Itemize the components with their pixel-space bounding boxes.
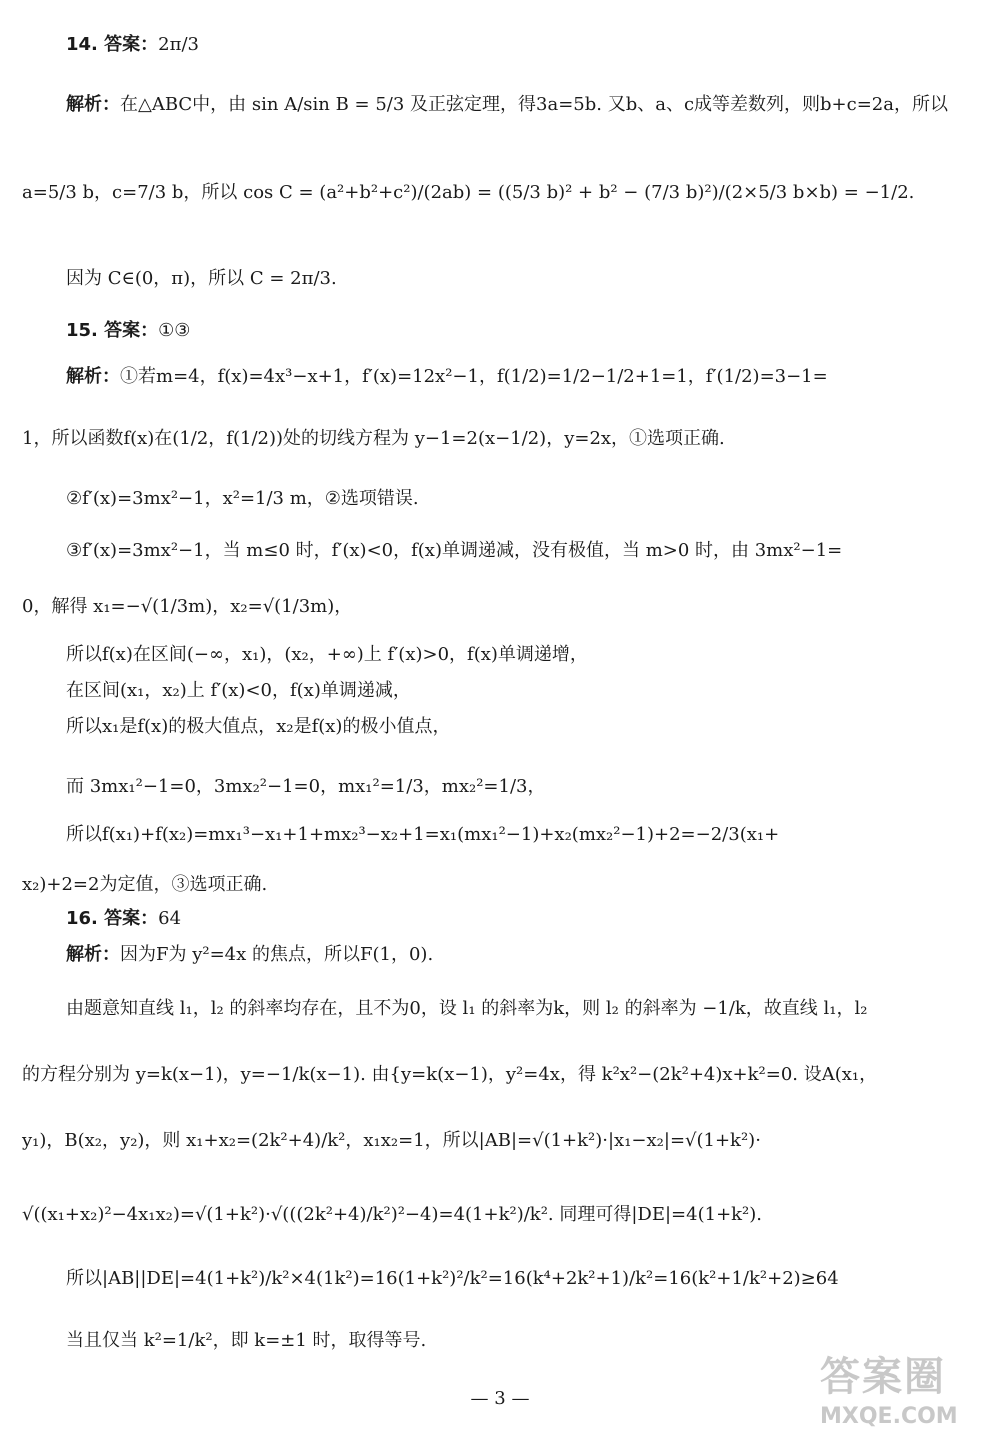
q16-sol-1 xyxy=(0,942,1000,968)
q15-sol-8-text: 所以x₁是f(x)的极大值点，x₂是f(x)的极小值点， xyxy=(66,716,451,737)
q15-sol-10 xyxy=(0,822,1000,848)
q16-sol-1-text: 因为F为 y²=4x 的焦点，所以F(1，0). xyxy=(120,944,434,965)
q15-sol-2 xyxy=(0,426,1000,452)
q16-sol-2-text: 由题意知直线 l₁，l₂ 的斜率均存在，且不为0，设 l₁ 的斜率为k，则 l₂ 的斜率为 −1/k，故直线 l₁，l₂ xyxy=(66,998,868,1019)
q15-sol-11 xyxy=(0,872,1000,898)
q14-sol-2 xyxy=(0,180,1000,206)
q15-sol-2-text: 1，所以函数f(x)在(1/2，f(1/2))处的切线方程为 y−1=2(x−1/2)，y=2x，①选项正确. xyxy=(22,428,725,449)
q15-sol-4-text: ③f′(x)=3mx²−1，当 m≤0 时，f′(x)<0，f(x)单调递减，没有极值，当 m>0 时，由 3mx²−1= xyxy=(66,540,843,561)
q15-sol-8 xyxy=(0,714,1000,740)
q14-sol-1-text: 在△ABC中，由 sin A/sin B = 5/3 及正弦定理，得3a=5b. 又b、a、c成等差数列，则b+c=2a，所以 xyxy=(120,94,948,115)
q16-answer xyxy=(0,906,1000,932)
q15-answer-label: 15. 答案： xyxy=(66,320,159,341)
watermark-logo-text: 答案圈 xyxy=(820,1354,946,1400)
q16-sol-1-label: 解析： xyxy=(66,944,120,965)
q16-answer-label: 16. 答案： xyxy=(66,908,159,929)
watermark-site-text: MXQE.COM xyxy=(820,1404,958,1429)
q15-answer xyxy=(0,318,1000,344)
q16-sol-5 xyxy=(0,1202,1000,1228)
q14-sol-1 xyxy=(0,92,1000,118)
q16-sol-3-text: 的方程分别为 y=k(x−1)，y=−1/k(x−1). 由{y=k(x−1)，y²=4x，得 k²x²−(2k²+4)x+k²=0. 设A(x₁， xyxy=(22,1064,878,1085)
q14-sol-1-label: 解析： xyxy=(66,94,120,115)
q14-answer-label: 14. 答案： xyxy=(66,34,159,55)
q16-sol-5-text: √((x₁+x₂)²−4x₁x₂)=√(1+k²)·√(((2k²+4)/k²)²−4)=4(1+k²)/k². 同理可得|DE|=4(1+k²). xyxy=(22,1204,763,1225)
q15-sol-3 xyxy=(0,486,1000,512)
page-number: — 3 — xyxy=(470,1388,530,1409)
q15-sol-4 xyxy=(0,538,1000,564)
q15-sol-9 xyxy=(0,774,1000,800)
q16-sol-2 xyxy=(0,996,1000,1022)
q16-sol-6-text: 所以|AB||DE|=4(1+k²)/k²×4(1k²)=16(1+k²)²/k²=16(k⁴+2k²+1)/k²=16(k²+1/k²+2)≥64 xyxy=(66,1268,839,1289)
q15-sol-3-text: ②f′(x)=3mx²−1，x²=1/3 m，②选项错误. xyxy=(66,488,419,509)
watermark-logo xyxy=(820,1345,958,1429)
q15-sol-10-text: 所以f(x₁)+f(x₂)=mx₁³−x₁+1+mx₂³−x₂+1=x₁(mx₁²−1)+x₂(mx₂²−1)+2=−2/3(x₁+ xyxy=(66,824,780,845)
q15-sol-5 xyxy=(0,594,1000,620)
q14-sol-3-text: 因为 C∈(0，π)，所以 C = 2π/3. xyxy=(66,268,337,289)
q15-sol-6-text: 所以f(x)在区间(−∞，x₁)，(x₂，+∞)上 f′(x)>0，f(x)单调递增， xyxy=(66,644,588,665)
q15-sol-5-text: 0，解得 x₁=−√(1/3m)，x₂=√(1/3m)， xyxy=(22,596,353,617)
q16-sol-3 xyxy=(0,1062,1000,1088)
q16-answer-text: 64 xyxy=(158,908,182,929)
q15-sol-9-text: 而 3mx₁²−1=0，3mx₂²−1=0，mx₁²=1/3，mx₂²=1/3， xyxy=(66,776,546,797)
q15-sol-1-label: 解析： xyxy=(66,366,120,387)
q14-answer xyxy=(0,32,1000,58)
q15-answer-text: ①③ xyxy=(158,320,191,341)
q15-sol-1-text: ①若m=4，f(x)=4x³−x+1，f′(x)=12x²−1，f(1/2)=1/2−1/2+1=1，f′(1/2)=3−1= xyxy=(120,366,828,387)
q14-sol-3 xyxy=(0,266,1000,292)
q16-sol-6 xyxy=(0,1266,1000,1292)
q15-sol-11-text: x₂)+2=2为定值，③选项正确. xyxy=(22,874,268,895)
q15-sol-7-text: 在区间(x₁，x₂)上 f′(x)<0，f(x)单调递减， xyxy=(66,680,411,701)
q15-sol-7 xyxy=(0,678,1000,704)
q14-answer-text: 2π/3 xyxy=(158,34,199,55)
q16-sol-4-text: y₁)，B(x₂，y₂)，则 x₁+x₂=(2k²+4)/k²，x₁x₂=1，所以|AB|=√(1+k²)·|x₁−x₂|=√(1+k²)· xyxy=(22,1130,761,1151)
q15-sol-6 xyxy=(0,642,1000,668)
q16-sol-4 xyxy=(0,1128,1000,1154)
q15-sol-1 xyxy=(0,364,1000,390)
q14-sol-2-text: a=5/3 b，c=7/3 b，所以 cos C = (a²+b²+c²)/(2ab) = ((5/3 b)² + b² − (7/3 b)²)/(2×5/3 b×b) = −1/2. xyxy=(22,182,915,203)
q16-sol-7-text: 当且仅当 k²=1/k²，即 k=±1 时，取得等号. xyxy=(66,1330,427,1351)
